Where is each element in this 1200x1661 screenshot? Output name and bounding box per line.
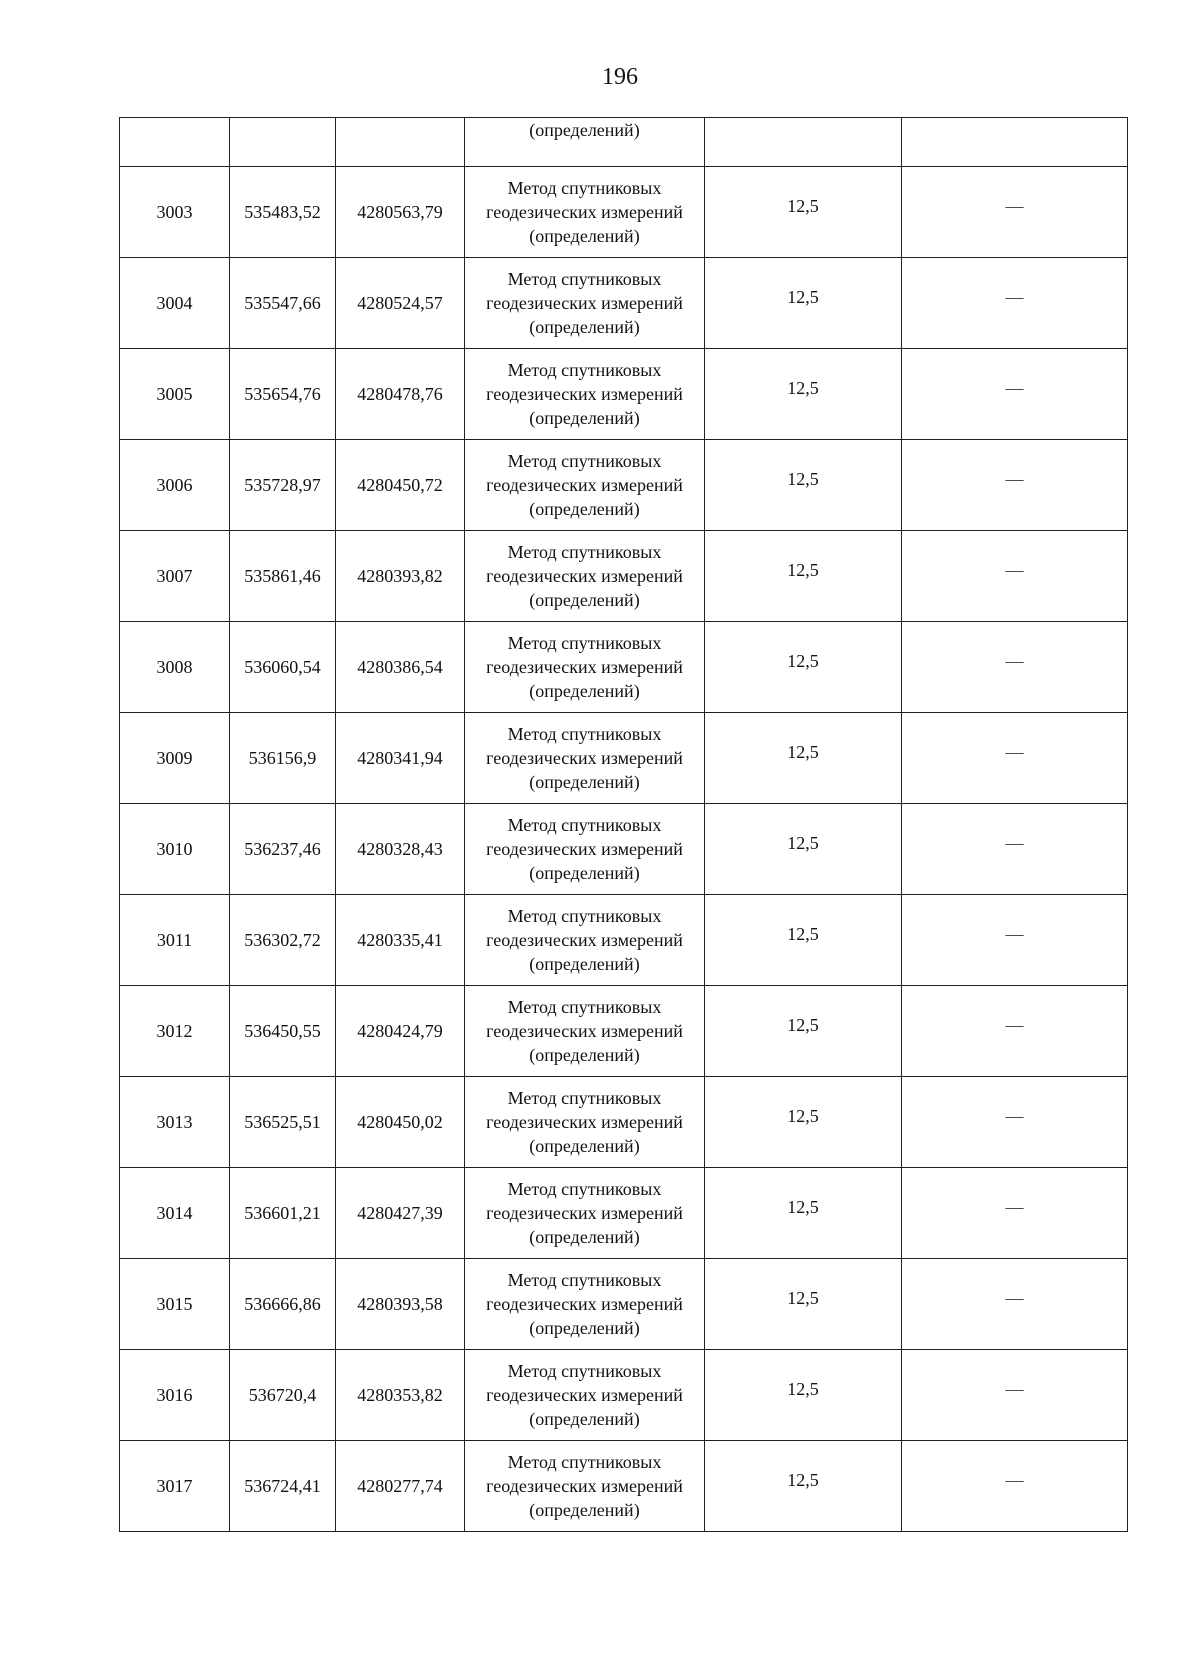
table-row [120,349,1128,440]
accuracy-value: 12,5 [787,1470,819,1490]
accuracy-cell [705,349,902,440]
point-id-cell: 3015 [120,1259,230,1350]
x-coordinate-cell: 535483,52 [230,167,336,258]
method-cell [465,1259,705,1350]
note-dash: — [1005,742,1024,762]
page-number: 196 [602,64,638,90]
accuracy-cell [705,440,902,531]
accuracy-value: 12,5 [787,287,819,307]
note-dash: — [1005,1015,1024,1035]
accuracy-cell [705,895,902,986]
y-coordinate-cell: 4280450,72 [336,440,465,531]
accuracy-value: 12,5 [787,1015,819,1035]
note-cell [902,349,1128,440]
accuracy-cell [705,1168,902,1259]
note-dash: — [1005,560,1024,580]
y-coordinate-cell: 4280427,39 [336,1168,465,1259]
method-line: (определений) [529,1500,640,1520]
accuracy-cell [705,1259,902,1350]
y-coordinate-cell: 4280341,94 [336,713,465,804]
method-cell [465,1168,705,1259]
note-dash: — [1005,651,1024,671]
note-cell [902,118,1128,167]
method-cell [465,349,705,440]
table-row [120,895,1128,986]
method-line: геодезических измерений [486,293,683,313]
y-coordinate-cell: 4280393,58 [336,1259,465,1350]
x-coordinate-cell: 536525,51 [230,1077,336,1168]
method-line: Метод спутниковых [507,360,662,380]
method-line: Метод спутниковых [507,1452,662,1472]
method-line: (определений) [529,317,640,337]
accuracy-cell [705,167,902,258]
method-line: (определений) [529,226,640,246]
continuation-row [120,118,1128,167]
method-line: геодезических измерений [486,1021,683,1041]
method-cell [465,531,705,622]
table-row [120,167,1128,258]
table-row [120,1168,1128,1259]
accuracy-value: 12,5 [787,833,819,853]
y-coordinate-cell: 4280386,54 [336,622,465,713]
accuracy-cell [705,986,902,1077]
note-cell [902,167,1128,258]
point-id-cell: 3017 [120,1441,230,1532]
method-line: геодезических измерений [486,475,683,495]
table-row [120,986,1128,1077]
note-dash: — [1005,924,1024,944]
accuracy-cell [705,258,902,349]
y-coordinate-cell: 4280277,74 [336,1441,465,1532]
method-line: Метод спутниковых [507,1088,662,1108]
x-coordinate-cell: 536302,72 [230,895,336,986]
note-cell [902,1077,1128,1168]
point-id-cell: 3016 [120,1350,230,1441]
method-line: (определений) [529,1045,640,1065]
method-line: Метод спутниковых [507,542,662,562]
method-line: Метод спутниковых [507,269,662,289]
x-coordinate-cell: 536666,86 [230,1259,336,1350]
table-row [120,440,1128,531]
note-dash: — [1005,1470,1024,1490]
note-cell [902,986,1128,1077]
accuracy-cell [705,531,902,622]
y-coordinate-cell [336,118,465,167]
method-line: (определений) [529,408,640,428]
note-cell [902,804,1128,895]
method-line: (определений) [529,120,640,140]
method-cell [465,258,705,349]
y-coordinate-cell: 4280353,82 [336,1350,465,1441]
method-cell [465,986,705,1077]
table-row [120,258,1128,349]
note-dash: — [1005,1197,1024,1217]
x-coordinate-cell: 536724,41 [230,1441,336,1532]
note-dash: — [1005,378,1024,398]
point-id-cell: 3013 [120,1077,230,1168]
x-coordinate-cell: 536450,55 [230,986,336,1077]
note-cell [902,1259,1128,1350]
method-cell [465,1441,705,1532]
note-dash: — [1005,469,1024,489]
method-line: Метод спутниковых [507,1179,662,1199]
method-line: Метод спутниковых [507,633,662,653]
accuracy-cell [705,622,902,713]
x-coordinate-cell: 535861,46 [230,531,336,622]
table-row [120,1259,1128,1350]
method-line: Метод спутниковых [507,1361,662,1381]
point-id-cell: 3007 [120,531,230,622]
table-row [120,1441,1128,1532]
table-row [120,531,1128,622]
accuracy-value: 12,5 [787,1106,819,1126]
method-cell [465,118,705,167]
method-line: геодезических измерений [486,657,683,677]
method-cell [465,167,705,258]
y-coordinate-cell: 4280478,76 [336,349,465,440]
method-line: геодезических измерений [486,566,683,586]
point-id-cell: 3011 [120,895,230,986]
accuracy-value: 12,5 [787,1379,819,1399]
accuracy-value: 12,5 [787,651,819,671]
accuracy-value: 12,5 [787,924,819,944]
accuracy-value: 12,5 [787,742,819,762]
accuracy-cell [705,1441,902,1532]
note-cell [902,622,1128,713]
method-cell [465,713,705,804]
method-line: Метод спутниковых [507,815,662,835]
accuracy-cell [705,713,902,804]
method-cell [465,440,705,531]
y-coordinate-cell: 4280328,43 [336,804,465,895]
note-cell [902,895,1128,986]
accuracy-cell [705,1350,902,1441]
point-id-cell: 3008 [120,622,230,713]
method-line: геодезических измерений [486,748,683,768]
table-row [120,1077,1128,1168]
method-line: Метод спутниковых [507,1270,662,1290]
x-coordinate-cell: 536156,9 [230,713,336,804]
method-line: геодезических измерений [486,839,683,859]
accuracy-cell [705,1077,902,1168]
method-line: геодезических измерений [486,1385,683,1405]
x-coordinate-cell: 535728,97 [230,440,336,531]
note-cell [902,258,1128,349]
method-line: (определений) [529,954,640,974]
method-cell [465,1350,705,1441]
x-coordinate-cell: 536060,54 [230,622,336,713]
method-line: Метод спутниковых [507,724,662,744]
x-coordinate-cell: 536601,21 [230,1168,336,1259]
point-id-cell: 3005 [120,349,230,440]
y-coordinate-cell: 4280424,79 [336,986,465,1077]
accuracy-cell [705,804,902,895]
method-line: Метод спутниковых [507,178,662,198]
note-cell [902,1168,1128,1259]
note-dash: — [1005,1288,1024,1308]
method-line: геодезических измерений [486,1112,683,1132]
note-dash: — [1005,833,1024,853]
method-line: (определений) [529,590,640,610]
accuracy-value: 12,5 [787,1197,819,1217]
method-line: Метод спутниковых [507,997,662,1017]
x-coordinate-cell: 536720,4 [230,1350,336,1441]
method-cell [465,804,705,895]
method-line: Метод спутниковых [507,906,662,926]
method-line: геодезических измерений [486,930,683,950]
note-dash: — [1005,196,1024,216]
table-row [120,713,1128,804]
point-id-cell: 3010 [120,804,230,895]
method-line: (определений) [529,499,640,519]
accuracy-value: 12,5 [787,1288,819,1308]
method-cell [465,1077,705,1168]
accuracy-value: 12,5 [787,560,819,580]
table-body [120,118,1128,1532]
table-row [120,1350,1128,1441]
note-cell [902,713,1128,804]
accuracy-value: 12,5 [787,378,819,398]
y-coordinate-cell: 4280450,02 [336,1077,465,1168]
method-line: (определений) [529,1136,640,1156]
point-id-cell [120,118,230,167]
y-coordinate-cell: 4280393,82 [336,531,465,622]
x-coordinate-cell [230,118,336,167]
method-cell [465,622,705,713]
y-coordinate-cell: 4280335,41 [336,895,465,986]
table-row [120,622,1128,713]
method-line: Метод спутниковых [507,451,662,471]
method-cell [465,895,705,986]
method-line: (определений) [529,1409,640,1429]
method-line: геодезических измерений [486,202,683,222]
note-cell [902,1441,1128,1532]
method-line: геодезических измерений [486,1203,683,1223]
accuracy-value: 12,5 [787,196,819,216]
x-coordinate-cell: 536237,46 [230,804,336,895]
y-coordinate-cell: 4280524,57 [336,258,465,349]
note-dash: — [1005,1379,1024,1399]
table-row [120,804,1128,895]
method-line: геодезических измерений [486,1294,683,1314]
accuracy-cell [705,118,902,167]
point-id-cell: 3014 [120,1168,230,1259]
note-cell [902,440,1128,531]
point-id-cell: 3004 [120,258,230,349]
note-cell [902,1350,1128,1441]
coordinates-table [119,117,1128,1532]
x-coordinate-cell: 535654,76 [230,349,336,440]
point-id-cell: 3003 [120,167,230,258]
y-coordinate-cell: 4280563,79 [336,167,465,258]
method-line: (определений) [529,863,640,883]
note-dash: — [1005,1106,1024,1126]
method-line: (определений) [529,1318,640,1338]
point-id-cell: 3006 [120,440,230,531]
method-line: (определений) [529,681,640,701]
note-dash: — [1005,287,1024,307]
point-id-cell: 3012 [120,986,230,1077]
method-line: геодезических измерений [486,1476,683,1496]
x-coordinate-cell: 535547,66 [230,258,336,349]
method-line: (определений) [529,772,640,792]
note-cell [902,531,1128,622]
accuracy-value: 12,5 [787,469,819,489]
point-id-cell: 3009 [120,713,230,804]
method-line: (определений) [529,1227,640,1247]
method-line: геодезических измерений [486,384,683,404]
